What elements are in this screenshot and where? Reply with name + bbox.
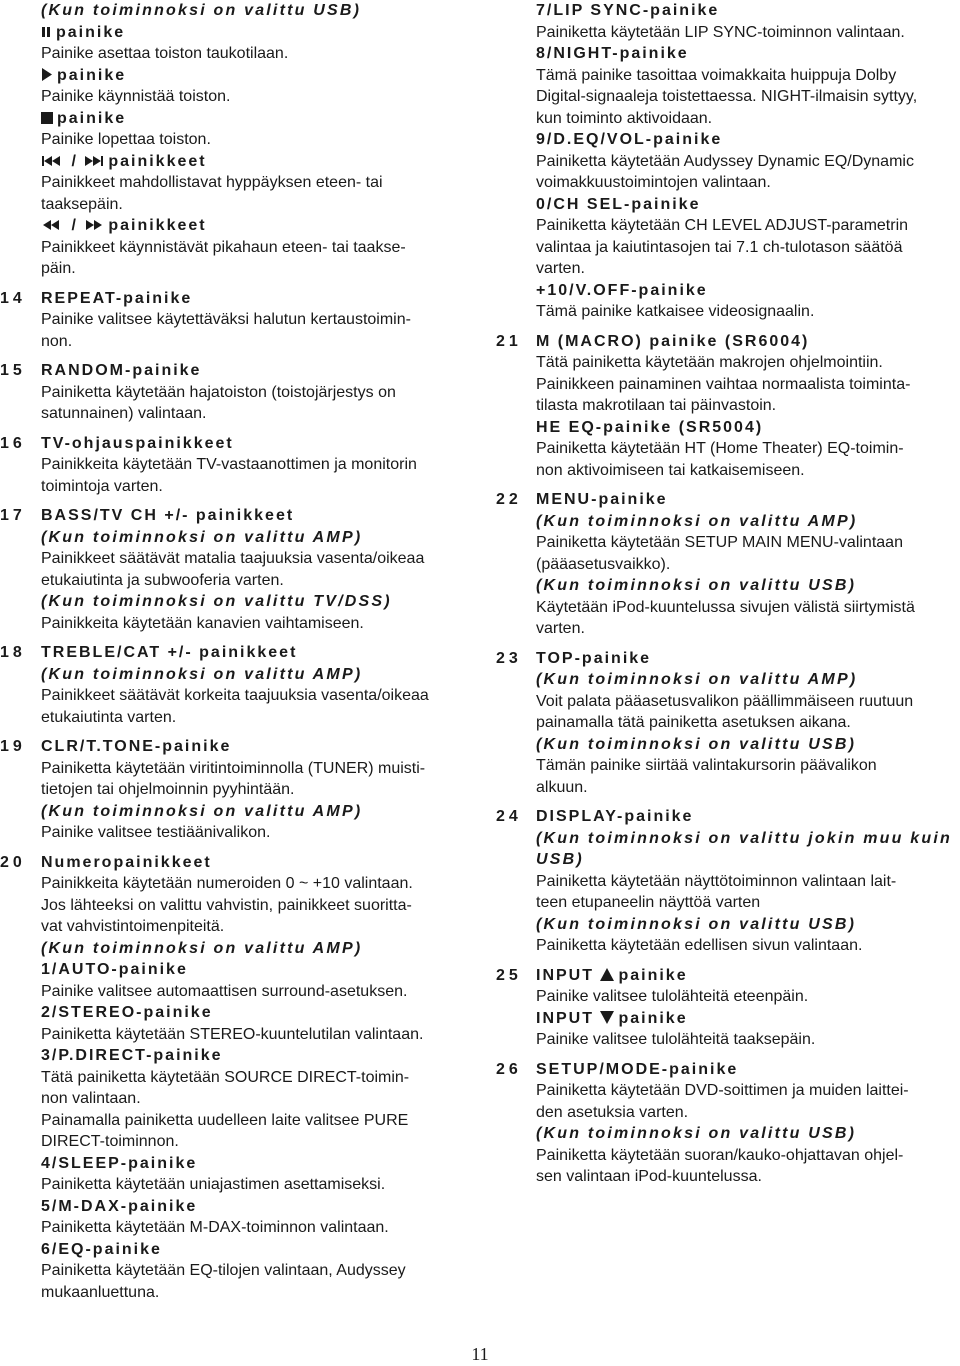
- item-desc: Painiketta käytetään DVD-soittimen ja muiden laittei-: [536, 1082, 909, 1099]
- item-title: MENU-painike: [536, 491, 668, 508]
- item-desc: Painiketta käytetään hajatoiston (toistojärjestys on: [41, 383, 396, 401]
- item-desc: non.: [41, 332, 73, 350]
- item-24: [496, 806, 960, 957]
- item-desc: Tämän painike siirtää valintakursorin päävalikon: [536, 757, 877, 774]
- item-number: 17: [0, 507, 26, 524]
- item-desc: painamalla tätä painiketta asetuksen aikana.: [536, 714, 851, 731]
- item-number: 15: [0, 362, 26, 379]
- search-desc-2: päin.: [41, 260, 76, 277]
- stop-title: [41, 108, 475, 130]
- subitem-desc: Painike valitsee automaattisen surround-asetuksen.: [41, 982, 408, 1000]
- painike-label: painike: [618, 966, 688, 984]
- item-desc: tietojen tai ohjelmoinnin pyyhintään.: [41, 781, 295, 798]
- item-19: [0, 736, 475, 844]
- left-column: [0, 0, 475, 1303]
- stop-icon: [41, 112, 53, 124]
- subitem-desc: Painiketta käytetään M-DAX-toiminnon valintaan.: [41, 1219, 389, 1236]
- stop-label: painike: [57, 109, 127, 127]
- subitem-desc: Painiketta käytetään LIP SYNC-toiminnon valintaan.: [536, 23, 905, 41]
- item-desc: (pääasetusvaikko).: [536, 555, 671, 573]
- mode-label: (Kun toiminnoksi on valittu AMP): [41, 528, 363, 546]
- item-title: REPEAT-painike: [41, 289, 193, 307]
- mode-label: (Kun toiminnoksi on valittu USB): [536, 735, 857, 753]
- triangle-down-icon: [600, 1011, 614, 1024]
- item-desc: den asetuksia varten.: [536, 1103, 689, 1121]
- item-title: TOP-painike: [536, 649, 652, 667]
- subitem-title: 4/SLEEP-painike: [41, 1154, 198, 1172]
- fast-forward-icon: [84, 219, 104, 231]
- item-18: [0, 642, 475, 728]
- mode-label: (Kun toiminnoksi on valittu TV/DSS): [41, 593, 392, 610]
- pause-desc: Painike asettaa toiston taukotilaan.: [41, 45, 289, 62]
- item-subtitle: [536, 1008, 960, 1030]
- subitem-desc: Tämä painike tasoittaa voimakkaita huippuja Dolby: [536, 66, 897, 84]
- painike-label: painike: [618, 1009, 688, 1027]
- item-number: 24: [496, 808, 522, 825]
- stop-desc: Painike lopettaa toiston.: [41, 131, 211, 148]
- item-22: [496, 489, 960, 640]
- item-title: [536, 965, 960, 987]
- item-number: 18: [0, 644, 26, 661]
- mode-label: USB): [536, 851, 584, 868]
- skip-back-icon: [41, 155, 61, 167]
- mode-label: (Kun toiminnoksi on valittu AMP): [536, 671, 858, 688]
- subitem-desc: non valintaan.: [41, 1090, 141, 1107]
- subitem-desc: varten.: [536, 260, 585, 277]
- input-label: INPUT: [536, 1009, 594, 1027]
- input-label: INPUT: [536, 966, 594, 984]
- skip-title: / painikkeet: [41, 151, 475, 173]
- item-desc: Tätä painiketta käytetään makrojen ohjelmointiin.: [536, 354, 883, 371]
- item-desc: etukaiutinta ja subwooferia varten.: [41, 571, 284, 589]
- item-desc: Painikkeita käytetään kanavien vaihtamiseen.: [41, 614, 364, 632]
- item-number: 22: [496, 491, 522, 508]
- item-desc: sen valintaan iPod-kuuntelussa.: [536, 1168, 762, 1185]
- subitem-desc: Painiketta käytetään EQ-tilojen valintaan, Audyssey: [41, 1262, 406, 1279]
- item-title: DISPLAY-painike: [536, 808, 694, 825]
- subitem-title: +10/V.OFF-painike: [536, 281, 708, 299]
- subitem-title: 9/D.EQ/VOL-painike: [536, 131, 723, 148]
- rewind-icon: [41, 219, 61, 231]
- item-subtitle: HE EQ-painike (SR5004): [536, 418, 764, 436]
- item-title: M (MACRO) painike (SR6004): [536, 332, 810, 350]
- subitem-desc: valintaa ja kaiutintasojen tai 7.1 ch-tulotason säätöä: [536, 238, 903, 256]
- search-desc-1: Painikkeet käynnistävät pikahaun eteen- tai taakse-: [41, 238, 406, 256]
- right-column: [496, 0, 960, 1188]
- play-label: painike: [57, 66, 127, 84]
- pause-icon: [41, 26, 52, 38]
- item-desc: Painikkeet säätävät korkeita taajuuksia vasenta/oikeaa: [41, 687, 429, 704]
- subitem-title: 3/P.DIRECT-painike: [41, 1047, 223, 1064]
- skip-desc-1: Painikkeet mahdollistavat hyppäyksen eteen- tai: [41, 174, 383, 191]
- item-14: [0, 288, 475, 353]
- item-desc: Painikkeita käytetään TV-vastaanottimen ja monitorin: [41, 456, 417, 473]
- item-title: TREBLE/CAT +/- painikkeet: [41, 644, 298, 661]
- mode-label: (Kun toiminnoksi on valittu USB): [536, 1125, 857, 1142]
- play-desc: Painike käynnistää toiston.: [41, 88, 231, 105]
- item-number: 20: [0, 853, 26, 871]
- subitem-title: 6/EQ-painike: [41, 1240, 162, 1258]
- skip-forward-icon: [84, 155, 104, 167]
- mode-label: (Kun toiminnoksi on valittu jokin muu kuin: [536, 829, 952, 847]
- item-desc: Painiketta käytetään edellisen sivun valintaan.: [536, 937, 863, 954]
- item-23: [496, 648, 960, 799]
- item-21: [496, 331, 960, 482]
- play-icon: [41, 68, 53, 81]
- subitem-desc: Painamalla painiketta uudelleen laite valitsee PURE: [41, 1111, 409, 1129]
- item-desc: satunnainen) valintaan.: [41, 405, 207, 422]
- mode-label: (Kun toiminnoksi on valittu USB): [41, 2, 362, 19]
- numeric-subitems: [496, 0, 960, 323]
- item-desc: Painike valitsee käytettäväksi halutun kertaustoimin-: [41, 311, 411, 328]
- item-desc: Painike valitsee tulolähteitä eteenpäin.: [536, 988, 809, 1005]
- subitem-desc: Tämä painike katkaisee videosignaalin.: [536, 303, 815, 320]
- subitem-title: 5/M-DAX-painike: [41, 1197, 198, 1215]
- subitem-desc: Digital-signaaleja toistettaessa. NIGHT-ilmaisin syttyy,: [536, 88, 918, 105]
- item-desc: etukaiutinta varten.: [41, 708, 177, 726]
- item-desc: Painiketta käytetään näyttötoiminnon valintaan lait-: [536, 872, 897, 890]
- subitem-desc: Painiketta käytetään STEREO-kuuntelutilan valintaan.: [41, 1025, 424, 1043]
- item-number: 25: [496, 966, 522, 984]
- item-desc: Painiketta käytetään HT (Home Theater) EQ-toimin-: [536, 440, 904, 457]
- item-title: RANDOM-painike: [41, 362, 202, 379]
- item-desc: teen etupaneelin näyttöä varten: [536, 894, 761, 911]
- subitem-desc: DIRECT-toiminnon.: [41, 1133, 179, 1150]
- item-26: [496, 1059, 960, 1188]
- item-title: SETUP/MODE-painike: [536, 1060, 739, 1078]
- pause-title: [41, 22, 475, 44]
- mode-label: (Kun toiminnoksi on valittu AMP): [41, 939, 363, 957]
- search-label: painikkeet: [108, 217, 207, 234]
- subitem-desc: Tätä painiketta käytetään SOURCE DIRECT-toimin-: [41, 1068, 410, 1086]
- subitem-title: 7/LIP SYNC-painike: [536, 2, 720, 19]
- triangle-up-icon: [600, 968, 614, 981]
- item-desc: Painikkeen painaminen vaihtaa normaalista toiminta-: [536, 375, 911, 393]
- item-16: [0, 433, 475, 498]
- subitem-desc: Painiketta käytetään uniajastimen asettamiseksi.: [41, 1176, 386, 1193]
- item-desc: Painikkeita käytetään numeroiden 0 ~ +10 valintaan.: [41, 875, 413, 892]
- intro-block: [0, 0, 475, 280]
- subitem-desc: kun toiminto aktivoidaan.: [536, 109, 713, 127]
- mode-label: (Kun toiminnoksi on valittu USB): [536, 915, 857, 933]
- item-desc: vat vahvistintoimenpiteitä.: [41, 918, 225, 935]
- pause-label: painike: [56, 23, 126, 41]
- item-title: BASS/TV CH +/- painikkeet: [41, 507, 295, 524]
- item-desc: tilasta makrotilaan tai päinvastoin.: [536, 397, 777, 414]
- item-17: [0, 505, 475, 634]
- item-15: [0, 360, 475, 425]
- item-number: 21: [496, 332, 522, 350]
- page-number: 11: [471, 1344, 489, 1364]
- item-number: 26: [496, 1060, 522, 1078]
- item-desc: Painike valitsee testiäänivalikon.: [41, 824, 271, 841]
- item-desc: Painike valitsee tulolähteitä taaksepäin.: [536, 1031, 816, 1048]
- skip-desc-2: taaksepäin.: [41, 195, 123, 213]
- item-desc: non aktivoimiseen tai katkaisemiseen.: [536, 461, 805, 479]
- play-title: [41, 65, 475, 87]
- item-title: TV-ohjauspainikkeet: [41, 434, 234, 452]
- item-desc: Painikkeet säätävät matalia taajuuksia vasenta/oikeaa: [41, 550, 425, 567]
- item-desc: alkuun.: [536, 778, 588, 796]
- item-desc: Painiketta käytetään SETUP MAIN MENU-valintaan: [536, 534, 903, 551]
- search-title: / painikkeet: [41, 215, 475, 237]
- item-desc: Käytetään iPod-kuuntelussa sivujen välistä siirtymistä: [536, 598, 915, 616]
- subitem-desc: voimakkuustoimintojen valintaan.: [536, 174, 771, 191]
- mode-label: (Kun toiminnoksi on valittu USB): [536, 577, 857, 594]
- item-desc: varten.: [536, 620, 585, 637]
- mode-label: (Kun toiminnoksi on valittu AMP): [536, 512, 858, 530]
- item-20: [0, 852, 475, 1304]
- item-number: 23: [496, 649, 522, 667]
- subitem-title: 1/AUTO-painike: [41, 961, 188, 978]
- item-number: 19: [0, 738, 26, 755]
- item-title: CLR/T.TONE-painike: [41, 738, 232, 755]
- mode-label: (Kun toiminnoksi on valittu AMP): [41, 802, 363, 820]
- item-desc: Painiketta käytetään viritintoiminnolla (TUNER) muisti-: [41, 759, 426, 777]
- item-desc: toimintoja varten.: [41, 477, 163, 495]
- item-desc: Painiketta käytetään suoran/kauko-ohjattavan ohjel-: [536, 1146, 904, 1164]
- subitem-title: 0/CH SEL-painike: [536, 195, 701, 213]
- subitem-desc: Painiketta käytetään Audyssey Dynamic EQ/Dynamic: [536, 152, 914, 170]
- item-number: 14: [0, 289, 26, 307]
- subitem-desc: mukaanluettuna.: [41, 1283, 160, 1301]
- item-number: 16: [0, 434, 26, 452]
- mode-label: (Kun toiminnoksi on valittu AMP): [41, 665, 363, 683]
- subitem-title: 8/NIGHT-painike: [536, 45, 689, 62]
- subitem-title: 2/STEREO-painike: [41, 1004, 213, 1021]
- subitem-desc: Painiketta käytetään CH LEVEL ADJUST-parametrin: [536, 217, 909, 234]
- skip-label: painikkeet: [108, 152, 207, 170]
- item-desc: Voit palata pääasetusvalikon päällimmäiseen ruutuun: [536, 692, 914, 710]
- item-desc: Jos lähteeksi on valittu vahvistin, painikkeet suoritta-: [41, 896, 412, 914]
- item-25: [496, 965, 960, 1051]
- item-title: Numeropainikkeet: [41, 853, 212, 871]
